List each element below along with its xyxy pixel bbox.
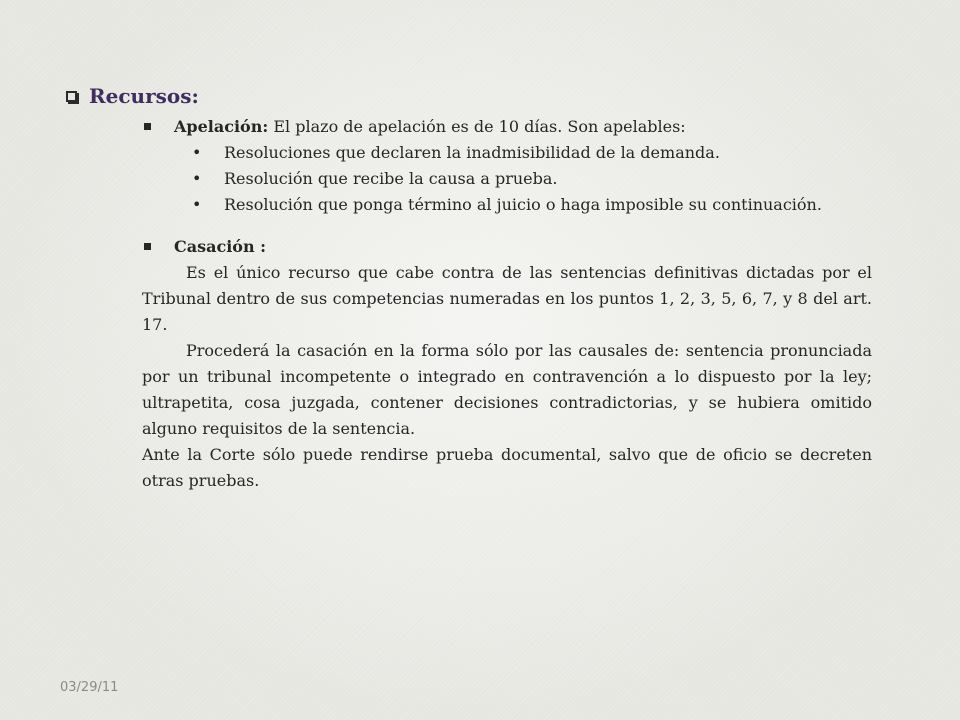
filled-square-icon: [144, 123, 151, 130]
apelable-item-3: [142, 192, 872, 218]
round-dot-icon: •: [192, 195, 202, 214]
casacion-label: Casación :: [174, 237, 267, 256]
round-dot-icon: •: [192, 169, 202, 188]
casacion-paragraph-1: Es el único recurso que cabe contra de las sentencias definitivas dictadas por el Tribunal dentro de sus competencias numeradas en los puntos 1, 2, 3, 5, 6, 7, y 8 del art. 17.: [142, 263, 872, 334]
spacer: [142, 218, 872, 234]
apelable-item-text: Resolución que ponga término al juicio o haga imposible su continuación.: [224, 195, 822, 214]
apelable-item-1: [142, 140, 872, 166]
apelacion-item: [142, 114, 872, 140]
checkbox-square-icon: [66, 91, 77, 102]
filled-square-icon: [144, 243, 151, 250]
section-heading: [66, 84, 199, 108]
casacion-paragraph-3: Ante la Corte sólo puede rendirse prueba documental, salvo que de oficio se decreten otras pruebas.: [142, 445, 872, 490]
slide-content: [142, 114, 872, 494]
apelable-item-text: Resolución que recibe la causa a prueba.: [224, 169, 558, 188]
casacion-item: [142, 234, 872, 260]
apelable-item-text: Resoluciones que declaren la inadmisibilidad de la demanda.: [224, 143, 720, 162]
apelacion-label: Apelación:: [174, 117, 269, 136]
heading-title: Recursos:: [89, 84, 199, 108]
round-dot-icon: •: [192, 143, 202, 162]
apelable-item-2: [142, 166, 872, 192]
footer-date: 03/29/11: [60, 680, 119, 695]
casacion-paragraph-2: Procederá la casación en la forma sólo por las causales de: sentencia pronunciada por un tribunal incompetente o integrado en contravención a lo dispuesto por la ley; ultrapetita, cosa juzgada, contener decisiones contradictorias, y se hubiera omitido alguno requisitos de la sentencia.: [142, 341, 872, 438]
apelacion-text: El plazo de apelación es de 10 días. Son apelables:: [268, 117, 686, 136]
